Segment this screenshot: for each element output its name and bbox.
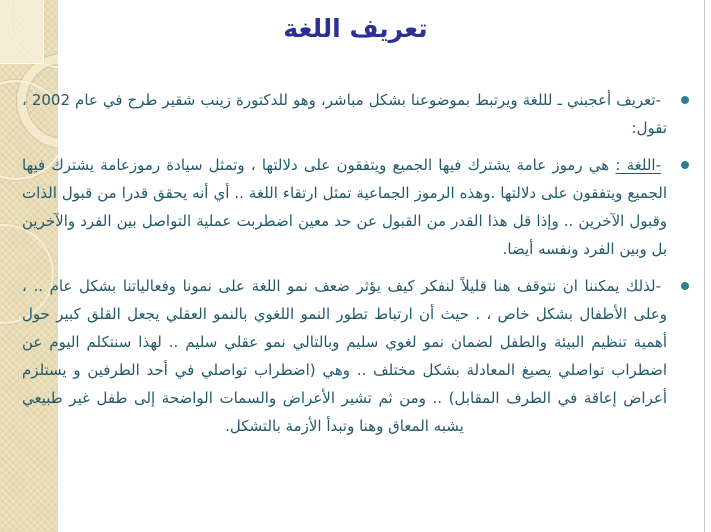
bullet-paragraph-2 [22,151,697,263]
bullet-icon [681,282,689,290]
slide-title: تعريف اللغة [283,14,428,43]
paragraph-text: هي رموز عامة يشترك فيها الجميع ويتفقون على دلالتها ، وتمثل سيادة رموزعامة يشترك فيها الجميع ويتفقون على دلالتها .وهذه الرموز الجماعية تمثل ارتقاء اللغة .. أي أنه يحقق قدرا من قبول الذات وقبول الآخرين .. وإذا قل هذا القدر من القبول عن حد معين اضطربت عملية التواصل بين الفرد والآخرين بل وبين الفرد ونفسه أيضا. [22,156,667,258]
slide-right-edge-line [704,0,705,532]
bullet-paragraph-3 [22,272,697,440]
paragraph-text: -لذلك يمكننا ان نتوقف هنا قليلاً لنفكر كيف يؤثر ضعف نمو اللغة على نمونا وفعالياتنا بشكل عام .. ، وعلى الأطفال بشكل خاص ، . حيث أن ارتباط تطور النمو اللغوي بالنمو العقلي يجعل القلق كبير حول أهمية تنظيم البيئة والطفل لضمان نمو لغوي سليم وبالتالي نمو عقلي سليم .. لهذا سنتكلم اليوم عن اضطراب تواصلي يصيغ المعادلة بشكل مختلف .. وهي (اضطراب تواصلي في أحد الطرفين و يستلزم أعراض إعاقة في الطرف المقابل) .. ومن ثم تشير الأعراض والسمات الواضحة إلى طفل غير طبيعي يشبه المعاق وهنا وتبدأ الأزمة بالتشكل. [22,277,667,435]
underlined-term: -اللغة : [615,156,662,174]
bullet-paragraph-1 [22,86,697,142]
paragraph-text: -تعريف أعجبني ـ لللغة ويرتبط بموضوعنا بشكل مباشر، وهو للدكتورة زينب شقير طرح في عام 2002 ، تقول: [22,91,667,137]
slide-body [22,86,697,449]
bullet-icon [681,96,689,104]
bullet-icon [681,161,689,169]
